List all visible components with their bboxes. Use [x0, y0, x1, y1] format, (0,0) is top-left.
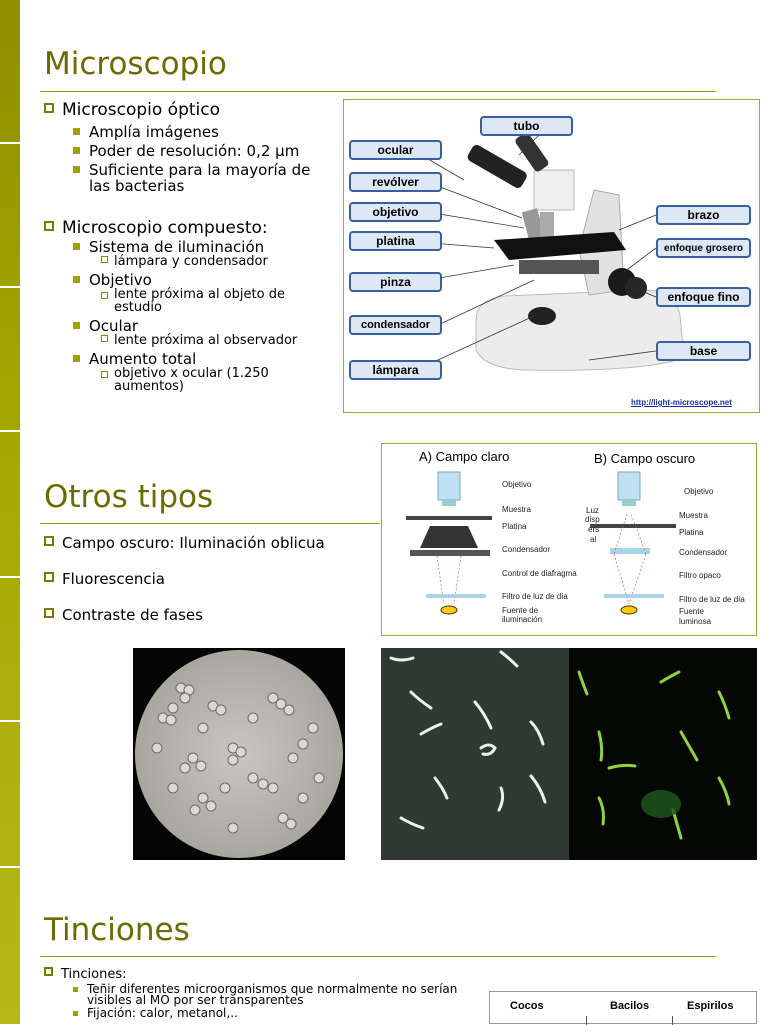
square-bullet-icon [44, 608, 54, 618]
b-side-label: al [590, 535, 597, 544]
b-side-label: disp [585, 515, 600, 524]
bullet-microscopio-compuesto: Microscopio compuesto: [44, 218, 268, 238]
square-bullet-icon [73, 1011, 78, 1016]
b-label: Muestra [679, 511, 708, 520]
square-bullet-icon [101, 292, 108, 299]
list-item: Ocular [73, 318, 335, 334]
b-label: Objetivo [684, 487, 714, 496]
sub-item: lente próxima al observador [73, 334, 335, 347]
source-link[interactable]: http://light-microscope.net [631, 398, 732, 407]
campo-diagram [381, 443, 757, 636]
a-label: Condensador [502, 545, 551, 554]
table-header-bacilos: Bacilos [610, 1000, 650, 1012]
compuesto-list [73, 239, 335, 393]
list-item: Campo oscuro: Iluminación oblicua [44, 535, 325, 551]
b-label: Fuente [679, 607, 704, 616]
square-bullet-icon [73, 355, 80, 362]
square-bullet-icon [73, 128, 80, 135]
square-bullet-icon [101, 371, 108, 378]
b-label: Platina [679, 528, 704, 537]
b-side-label: Luz [586, 506, 599, 515]
tinciones-heading: Tinciones: [44, 967, 127, 982]
square-bullet-icon [44, 221, 54, 231]
stripe-separator [0, 866, 20, 868]
label-brazo: brazo [656, 205, 751, 225]
title-rule [40, 523, 380, 524]
square-bullet-icon [73, 276, 80, 283]
label-enfoque-grosero: enfoque grosero [656, 238, 751, 258]
list-item: Amplía imágenes [73, 124, 335, 140]
tinciones-list [73, 984, 473, 1019]
fluorescence-micrograph [569, 648, 757, 860]
contraste-fases-photo [133, 648, 345, 860]
fluorescencia-photo [569, 648, 757, 860]
square-bullet-icon [101, 335, 108, 342]
list-item: Fluorescencia [44, 571, 325, 587]
a-label: Objetivo [502, 480, 532, 489]
a-label: iluminación [502, 615, 543, 624]
square-bullet-icon [44, 572, 54, 582]
a-label: Filtro de luz de día [502, 592, 568, 601]
label-revolver: revólver [349, 172, 442, 192]
list-item: Teñir diferentes microorganismos que normalmente no serían visibles al MO por ser transparentes [73, 984, 473, 1006]
slide1-title: Microscopio [44, 46, 227, 82]
slide2-title: Otros tipos [44, 479, 214, 515]
list-item: Contraste de fases [44, 607, 325, 623]
cells-micrograph [133, 648, 345, 860]
square-bullet-icon [44, 103, 54, 113]
sub-item: lámpara y condensador [73, 255, 335, 268]
bacteria-shapes-table [489, 991, 757, 1024]
stripe-separator [0, 430, 20, 432]
campo-oscuro-photo [381, 648, 569, 860]
label-lampara: lámpara [349, 360, 442, 380]
a-label: Fuente de [502, 606, 539, 615]
label-condensador: condensador [349, 315, 442, 335]
bullet-microscopio-optico: Microscopio óptico [44, 100, 220, 120]
list-item: Fijación: calor, metanol,.. [73, 1008, 473, 1019]
title-rule [40, 956, 716, 957]
square-bullet-icon [101, 256, 108, 263]
b-label: Filtro de luz de día [679, 595, 745, 604]
label-tubo: tubo [480, 116, 573, 136]
label-pinza: pinza [349, 272, 442, 292]
square-bullet-icon [44, 536, 54, 546]
table-header-cocos: Cocos [510, 1000, 544, 1012]
square-bullet-icon [44, 967, 53, 976]
square-bullet-icon [73, 147, 80, 154]
label-ocular: ocular [349, 140, 442, 160]
a-label: Platina [502, 522, 527, 531]
sub-item: objetivo x ocular (1.250 aumentos) [73, 367, 335, 393]
square-bullet-icon [73, 322, 80, 329]
left-stripe [0, 0, 20, 1024]
a-label: Muestra [502, 505, 531, 514]
sub-item: lente próxima al objeto de estudio [73, 288, 335, 314]
stripe-separator [0, 720, 20, 722]
diagram-a-title: A) Campo claro [419, 449, 510, 464]
optico-list [73, 124, 335, 194]
label-base: base [656, 341, 751, 361]
label-enfoque-fino: enfoque fino [656, 287, 751, 307]
otros-tipos-list [44, 535, 325, 623]
list-item: Aumento total [73, 351, 335, 367]
square-bullet-icon [73, 243, 80, 250]
label-platina: platina [349, 231, 442, 251]
stripe-separator [0, 286, 20, 288]
square-bullet-icon [73, 987, 78, 992]
list-item: Suficiente para la mayoría de las bacterias [73, 162, 335, 194]
b-label: luminosa [679, 617, 712, 626]
b-label: Filtro opaco [679, 571, 721, 580]
a-label: Control de diafragma [502, 569, 577, 578]
microscope-figure [343, 99, 760, 413]
title-rule [40, 91, 716, 92]
slide3-title: Tinciones [44, 912, 190, 948]
list-item: Objetivo [73, 272, 335, 288]
stripe-separator [0, 576, 20, 578]
square-bullet-icon [73, 166, 80, 173]
table-header-espirilos: Espirilos [687, 1000, 734, 1012]
stripe-separator [0, 142, 20, 144]
list-item: Sistema de iluminación [73, 239, 335, 255]
list-item: Poder de resolución: 0,2 μm [73, 143, 335, 159]
dark-field-micrograph [381, 648, 569, 860]
b-side-label: ers [588, 525, 600, 534]
label-objetivo: objetivo [349, 202, 442, 222]
b-label: Condensador [679, 548, 728, 557]
diagram-b-title: B) Campo oscuro [594, 451, 696, 466]
